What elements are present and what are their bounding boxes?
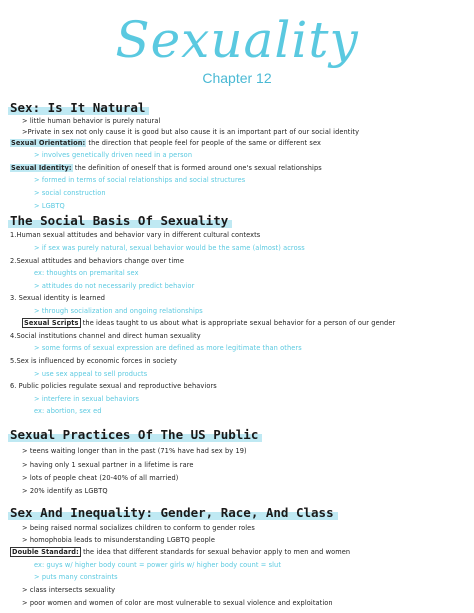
sub-bullet: > social construction xyxy=(34,189,106,197)
section-heading-basis: The Social Basis Of Sexuality xyxy=(8,213,232,229)
example: ex: abortion, sex ed xyxy=(34,407,102,415)
bullet: > lots of people cheat (20-40% of all married) xyxy=(22,474,179,482)
definition-sexual-identity xyxy=(10,163,470,174)
definition-text: the idea that different standards for sexual behavior apply to men and women xyxy=(80,548,351,556)
term-box: Double Standard: xyxy=(12,548,79,556)
sub-bullet: > use sex appeal to sell products xyxy=(34,370,148,378)
section-heading-inequality: Sex And Inequality: Gender, Race, And Class xyxy=(8,505,338,521)
definition-sexual-scripts xyxy=(22,318,470,329)
bullet: > having only 1 sexual partner in a lifetime is rare xyxy=(22,461,194,469)
definition-text: the definition of oneself that is formed around one's sexual relationships xyxy=(72,164,322,172)
term-highlight: Sexual Identity: xyxy=(11,164,72,172)
point: 4.Social institutions channel and direct human sexuality xyxy=(10,332,201,340)
sub-bullet: > interfere in sexual behaviors xyxy=(34,395,140,403)
definition-text: the direction that people feel for people of the same or different sex xyxy=(86,139,321,147)
sub-bullet: > involves genetically driven need in a person xyxy=(34,151,193,159)
bullet: > little human behavior is purely natural xyxy=(22,117,161,125)
sub-bullet: > if sex was purely natural, sexual behavior would be the same (almost) across xyxy=(34,244,305,252)
bullet: > homophobia leads to misunderstanding LGBTQ people xyxy=(22,536,215,544)
definition-text: the ideas taught to us about what is appropriate sexual behavior for a person of our gender xyxy=(80,319,396,327)
bullet: > teens waiting longer than in the past (71% have had sex by 19) xyxy=(22,447,247,455)
term-highlight: Sexual Orientation: xyxy=(11,139,86,147)
page-title: Sexuality xyxy=(115,11,359,69)
bullet: > being raised normal socializes children to conform to gender roles xyxy=(22,524,255,532)
point: 5.Sex is influenced by economic forces in society xyxy=(10,357,178,365)
bullet: > 20% identify as LGBTQ xyxy=(22,487,108,495)
bullet: > class intersects sexuality xyxy=(22,586,116,594)
definition-sexual-orientation xyxy=(10,138,470,149)
point: 2.Sexual attitudes and behaviors change over time xyxy=(10,257,184,265)
sub-bullet: > through socialization and ongoing relationships xyxy=(34,307,203,315)
point: 1.Human sexual attitudes and behavior vary in different cultural contexts xyxy=(10,231,261,239)
point: 6. Public policies regulate sexual and reproductive behaviors xyxy=(10,382,217,390)
sub-bullet: > some forms of sexual expression are defined as more legitimate than others xyxy=(34,344,302,352)
example: ex: thoughts on premarital sex xyxy=(34,269,139,277)
term-box: Sexual Scripts xyxy=(24,319,79,327)
sub-bullet: > formed in terms of social relationships and social structures xyxy=(34,176,246,184)
definition-double-standard xyxy=(10,547,470,558)
sub-bullet: > puts many constraints xyxy=(34,573,118,581)
section-heading-natural: Sex: Is It Natural xyxy=(8,100,149,116)
chapter-label: Chapter 12 xyxy=(202,70,272,86)
example: ex: guys w/ higher body count = power girls w/ higher body count = slut xyxy=(34,561,282,569)
point: 3. Sexual identity is learned xyxy=(10,294,106,302)
bullet: > poor women and women of color are most vulnerable to sexual violence and exploitation xyxy=(22,599,333,607)
section-heading-practices: Sexual Practices Of The US Public xyxy=(8,427,262,443)
sub-bullet: > attitudes do not necessarily predict behavior xyxy=(34,282,195,290)
bullet: >Private in sex not only cause it is good but also cause it is an important part of our social identity xyxy=(22,128,360,136)
sub-bullet: > LGBTQ xyxy=(34,202,65,210)
